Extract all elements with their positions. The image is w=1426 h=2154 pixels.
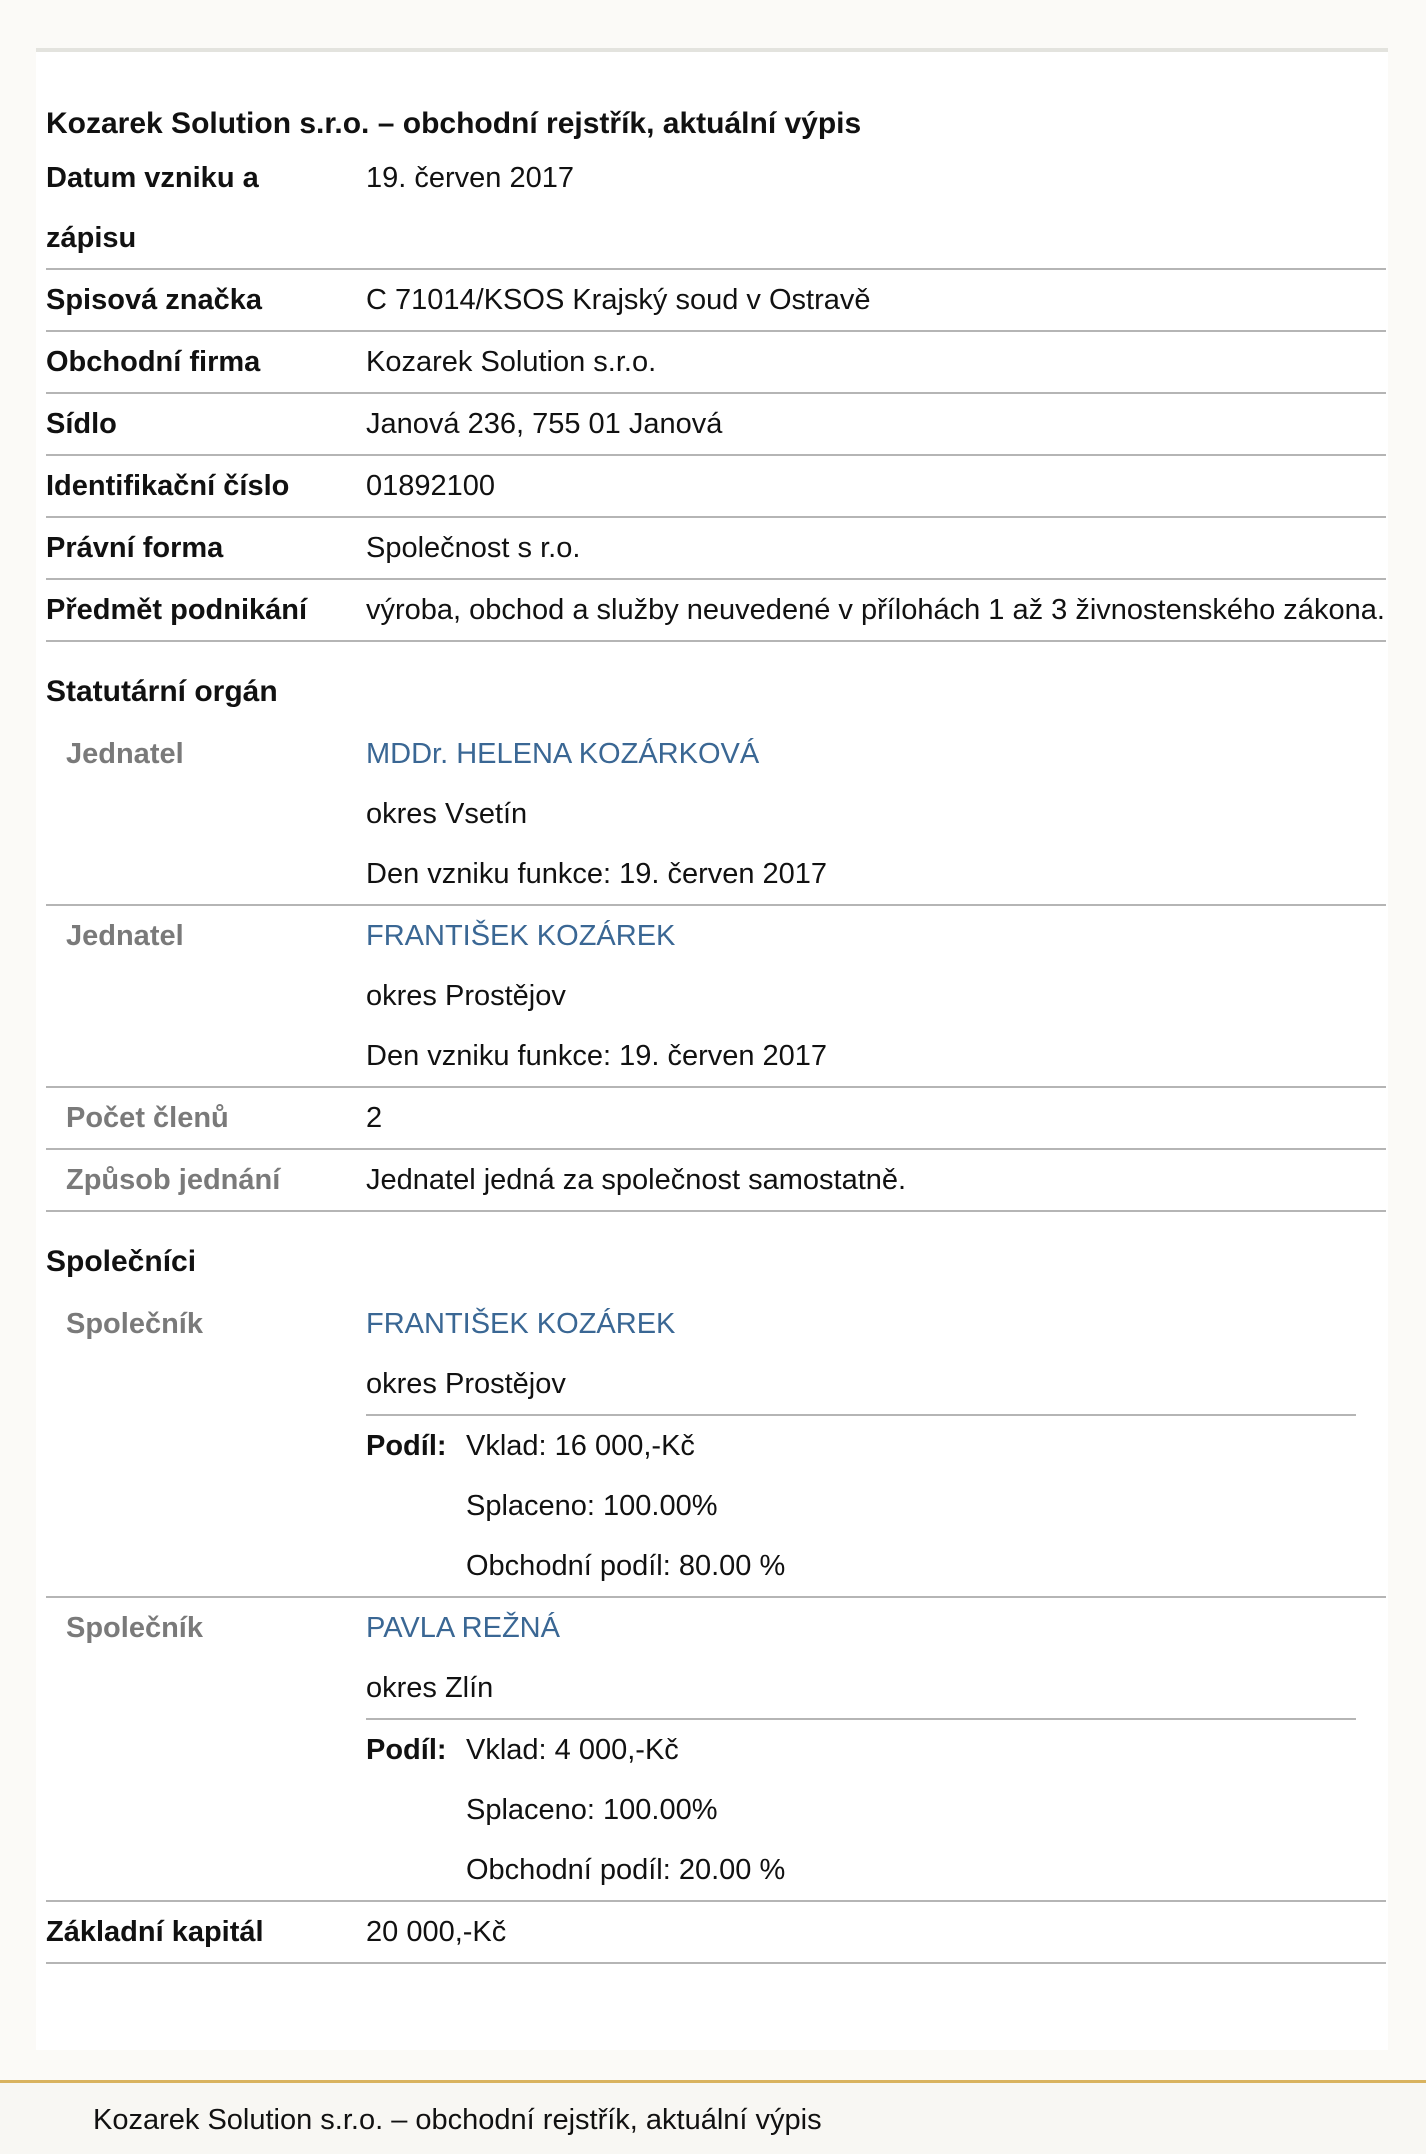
share-values xyxy=(466,1416,785,1596)
row-label: Počet členů xyxy=(66,1102,229,1134)
share-values xyxy=(466,1720,785,1900)
row-value: C 71014/KSOS Krajský soud v Ostravě xyxy=(366,284,871,316)
row-label: Základní kapitál xyxy=(46,1916,264,1948)
row-id-number xyxy=(46,456,1386,518)
partner-district: okres Prostějov xyxy=(366,1368,566,1400)
row-label: Předmět podnikání xyxy=(46,594,308,626)
member-role: Jednatel xyxy=(66,920,184,952)
row-capital xyxy=(46,1902,1386,1964)
row-value: 01892100 xyxy=(366,470,496,502)
row-label: Způsob jednání xyxy=(66,1164,281,1196)
partner-role: Společník xyxy=(66,1308,203,1340)
row-member-count xyxy=(46,1086,1386,1150)
row-legal-form xyxy=(46,518,1386,580)
member-since: Den vzniku funkce: 19. červen 2017 xyxy=(366,1040,828,1072)
register-content xyxy=(46,100,1386,1964)
row-seat xyxy=(46,394,1386,456)
share-paid: Splaceno: 100.00% xyxy=(466,1794,718,1826)
partner-name-link[interactable]: PAVLA REŽNÁ xyxy=(366,1612,560,1644)
member-since: Den vzniku funkce: 19. červen 2017 xyxy=(366,858,828,890)
partner-name-link[interactable]: FRANTIŠEK KOZÁREK xyxy=(366,1308,676,1340)
statutory-member xyxy=(46,724,1386,906)
member-details xyxy=(366,724,1386,904)
partner-details xyxy=(366,1294,1386,1596)
partner-item xyxy=(46,1598,1386,1902)
row-acting-method xyxy=(46,1150,1386,1212)
statutory-member xyxy=(46,906,1386,1088)
share-label: Podíl: xyxy=(366,1430,447,1462)
partner-share xyxy=(366,1414,1356,1596)
share-percent: Obchodní podíl: 20.00 % xyxy=(466,1854,786,1886)
row-business-subject xyxy=(46,580,1386,642)
row-value: Kozarek Solution s.r.o. xyxy=(366,346,657,378)
partner-district: okres Zlín xyxy=(366,1672,494,1704)
share-paid: Splaceno: 100.00% xyxy=(466,1490,718,1522)
row-value: 2 xyxy=(366,1102,383,1134)
row-file-number xyxy=(46,270,1386,332)
member-district: okres Vsetín xyxy=(366,798,528,830)
share-label: Podíl: xyxy=(366,1734,447,1766)
partners-heading: Společníci xyxy=(46,1245,197,1278)
row-date xyxy=(46,148,1386,270)
row-value: 20 000,-Kč xyxy=(366,1916,507,1948)
page-title: Kozarek Solution s.r.o. – obchodní rejstřík, aktuální výpis xyxy=(46,107,862,140)
row-value: Společnost s r.o. xyxy=(366,532,581,564)
row-label: Spisová značka xyxy=(46,284,262,316)
row-value: Jednatel jedná za společnost samostatně. xyxy=(366,1164,907,1196)
member-district: okres Prostějov xyxy=(366,980,566,1012)
partner-item xyxy=(46,1294,1386,1598)
row-business-name xyxy=(46,332,1386,394)
row-value: 19. červen 2017 xyxy=(366,162,574,194)
row-value: výroba, obchod a služby neuvedené v přílohách 1 až 3 živnostenského zákona. xyxy=(366,594,1385,626)
member-role: Jednatel xyxy=(66,738,184,770)
share-deposit: Vklad: 16 000,-Kč xyxy=(466,1430,695,1462)
partner-role: Společník xyxy=(66,1612,203,1644)
member-details xyxy=(366,906,1386,1086)
row-value: Janová 236, 755 01 Janová xyxy=(366,408,723,440)
share-deposit: Vklad: 4 000,-Kč xyxy=(466,1734,679,1766)
row-label: Datum vzniku a zápisu xyxy=(46,162,259,254)
footer-text: Kozarek Solution s.r.o. – obchodní rejstřík, aktuální výpis xyxy=(93,2104,822,2136)
row-label: Obchodní firma xyxy=(46,346,261,378)
share-percent: Obchodní podíl: 80.00 % xyxy=(466,1550,786,1582)
row-label: Právní forma xyxy=(46,532,224,564)
page-footer xyxy=(0,2080,1426,2154)
member-name-link[interactable]: MDDr. HELENA KOZÁRKOVÁ xyxy=(366,738,760,770)
member-name-link[interactable]: FRANTIŠEK KOZÁREK xyxy=(366,920,676,952)
register-card xyxy=(36,48,1388,2050)
row-label: Identifikační číslo xyxy=(46,470,290,502)
partner-share xyxy=(366,1718,1356,1900)
partner-details xyxy=(366,1598,1386,1900)
row-label: Sídlo xyxy=(46,408,117,440)
statutory-heading: Statutární orgán xyxy=(46,675,278,708)
